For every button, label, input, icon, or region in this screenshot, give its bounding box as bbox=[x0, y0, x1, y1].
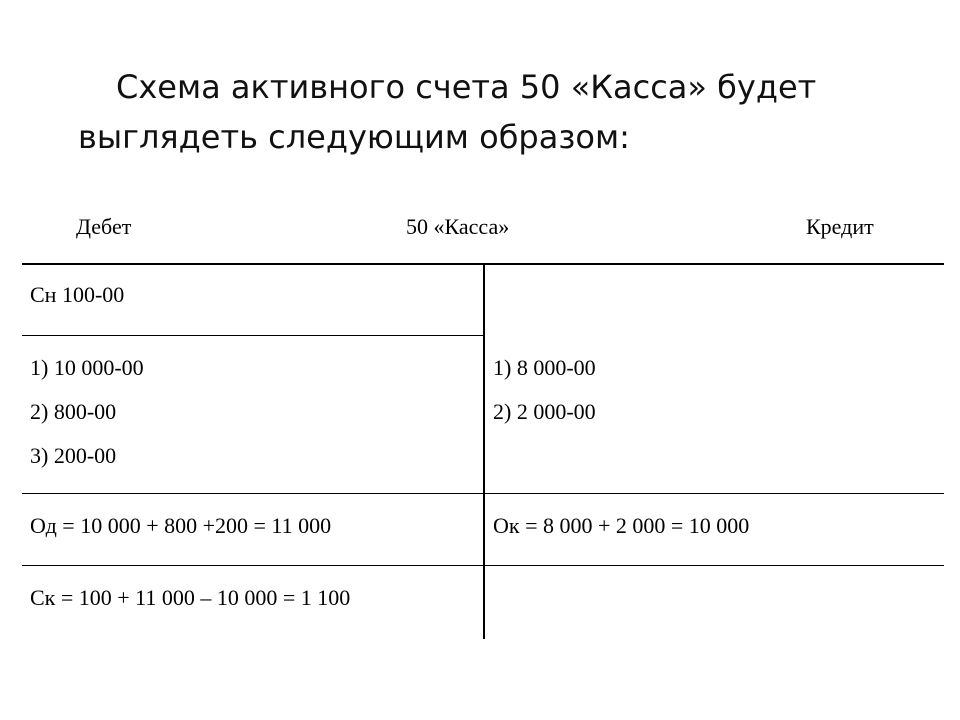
turnover-bottom-rule bbox=[22, 565, 944, 566]
debit-turnover: Од = 10 000 + 800 +200 = 11 000 bbox=[30, 513, 332, 538]
credit-header: Кредит bbox=[806, 214, 874, 239]
debit-entry-2: 2) 800-00 bbox=[30, 399, 117, 424]
debit-header: Дебет bbox=[76, 214, 132, 239]
center-divider bbox=[483, 263, 485, 639]
debit-entries bbox=[30, 355, 144, 487]
credit-entry-1: 1) 8 000-00 bbox=[493, 355, 596, 380]
credit-turnover: Ок = 8 000 + 2 000 = 10 000 bbox=[493, 513, 750, 538]
debit-entry-3: 3) 200-00 bbox=[30, 443, 117, 468]
credit-entry-2: 2) 2 000-00 bbox=[493, 399, 596, 424]
slide-title bbox=[78, 62, 898, 162]
opening-balance-rule bbox=[22, 335, 484, 336]
slide-title-line-1: Схема активного счета 50 «Касса» будет bbox=[116, 68, 817, 106]
opening-balance: Сн 100-00 bbox=[30, 282, 125, 307]
slide-title-line-2: выглядеть следующим образом: bbox=[78, 118, 630, 156]
credit-entries bbox=[493, 355, 596, 443]
turnover-top-rule bbox=[22, 493, 944, 494]
account-name: 50 «Касса» bbox=[406, 214, 510, 239]
closing-balance: Ск = 100 + 11 000 – 10 000 = 1 100 bbox=[30, 585, 351, 610]
debit-entry-1: 1) 10 000-00 bbox=[30, 355, 144, 380]
